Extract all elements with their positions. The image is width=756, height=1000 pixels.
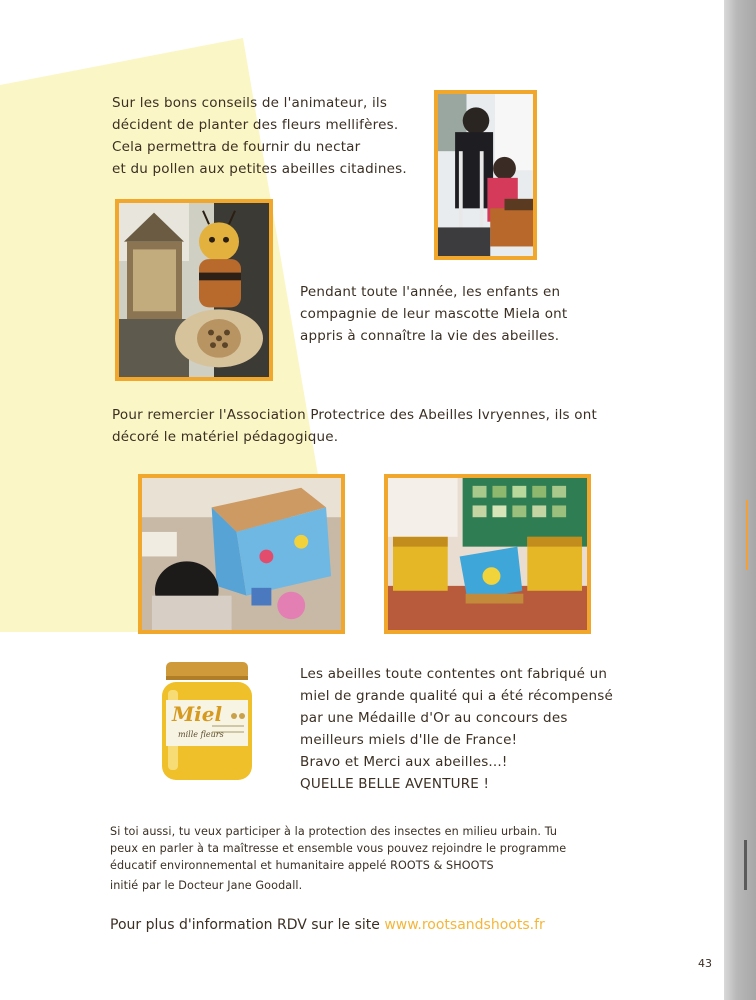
intro-line: décident de planter des fleurs mellifères. [112, 117, 399, 133]
photo-children-painting [138, 474, 345, 634]
page-edge-mark [744, 840, 747, 890]
photo-decorated-boxes [384, 474, 591, 634]
invite-line: initié par le Docteur Jane Goodall. [110, 879, 303, 892]
mascot-line: compagnie de leur mascotte Miela ont [300, 306, 568, 322]
mascot-paragraph [300, 281, 567, 347]
intro-line: Cela permettra de fournir du nectar [112, 139, 361, 155]
intro-line: Sur les bons conseils de l'animateur, ils [112, 95, 388, 111]
page-edge-tab [746, 500, 748, 570]
thanks-line: Pour remercier l'Association Protectrice des Abeilles Ivryennes, ils ont [112, 407, 597, 423]
website-link[interactable]: www.rootsandshoots.fr [384, 917, 545, 933]
honey-paragraph [300, 663, 613, 795]
jar-sublabel: mille fleurs [178, 730, 224, 739]
intro-line: et du pollen aux petites abeilles citadines. [112, 161, 407, 177]
mascot-line: appris à connaître la vie des abeilles. [300, 328, 560, 344]
honey-line: miel de grande qualité qui a été récompensé [300, 688, 614, 704]
invite-paragraph [110, 823, 566, 894]
photo-mascot-insect-hotel [115, 199, 273, 381]
more-info-line [110, 915, 545, 935]
honey-line: Les abeilles toute contentes ont fabriqué un [300, 666, 608, 682]
thanks-line: décoré le matériel pédagogique. [112, 429, 339, 445]
invite-line: peux en parler à ta maîtresse et ensemble vous pouvez rejoindre le programme [110, 842, 567, 855]
invite-line: Si toi aussi, tu veux participer à la protection des insectes en milieu urbain. Tu [110, 825, 558, 838]
honey-line: par une Médaille d'Or au concours des [300, 710, 568, 726]
honey-line: QUELLE BELLE AVENTURE ! [300, 776, 490, 792]
more-info-text: Pour plus d'information RDV sur le site [110, 917, 385, 933]
honey-line: Bravo et Merci aux abeilles...! [300, 754, 508, 770]
photo-children-planting [434, 90, 537, 260]
mascot-line: Pendant toute l'année, les enfants en [300, 284, 561, 300]
intro-paragraph [112, 92, 407, 180]
honey-jar [160, 660, 254, 782]
thanks-paragraph [112, 404, 597, 448]
page-number: 43 [698, 957, 712, 970]
jar-label: Miel [172, 702, 223, 726]
invite-line: éducatif environnemental et humanitaire appelé ROOTS & SHOOTS [110, 859, 494, 872]
honey-line: meilleurs miels d'Ile de France! [300, 732, 518, 748]
page-edge-strip [724, 0, 756, 1000]
